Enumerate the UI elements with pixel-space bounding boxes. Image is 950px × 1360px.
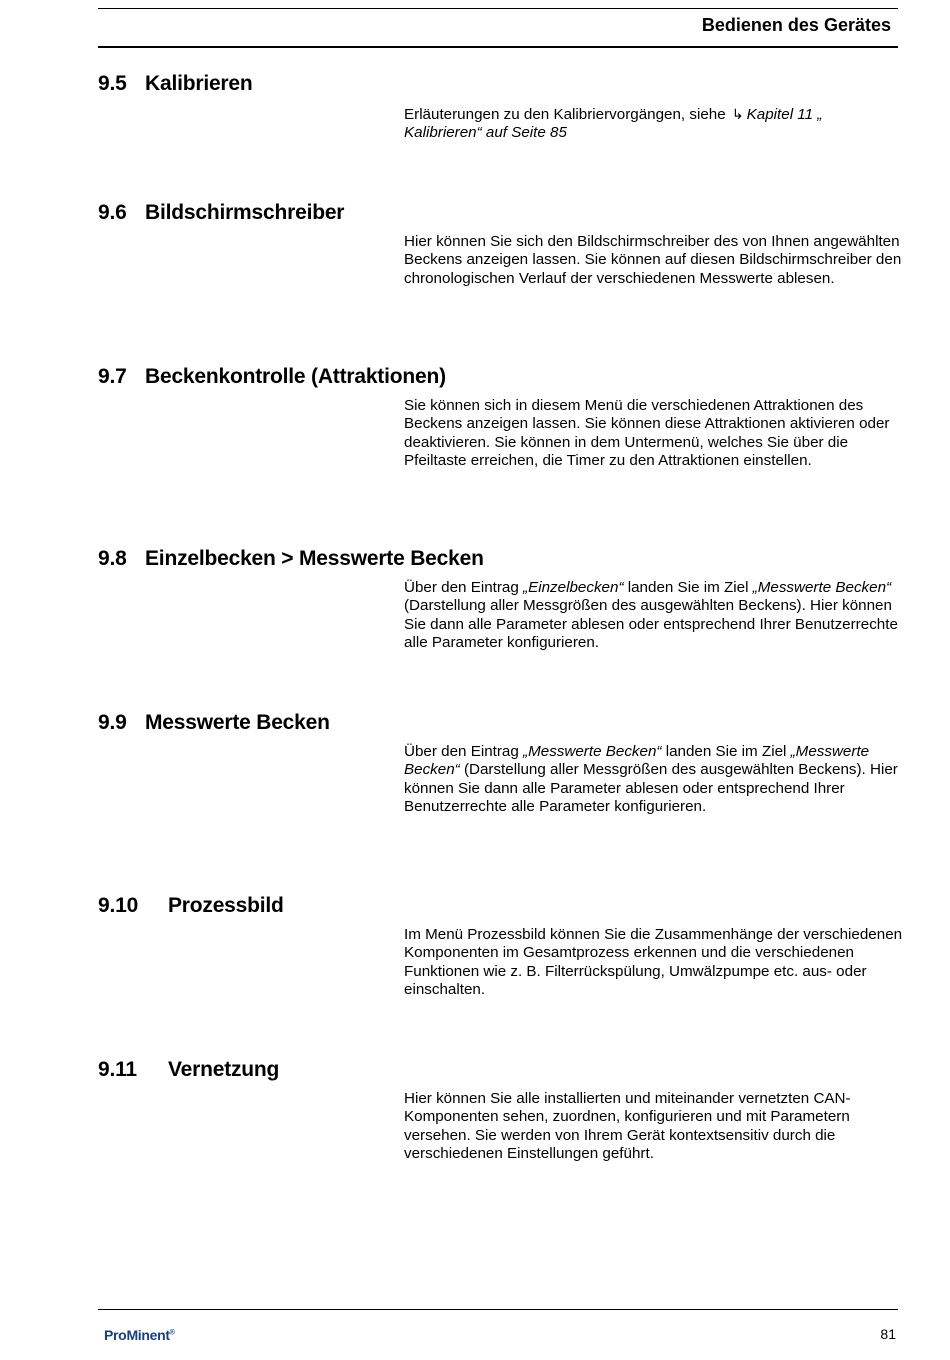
section-heading: [98, 201, 898, 225]
section-heading: [98, 711, 898, 735]
logo-text: ProMinent: [104, 1327, 170, 1343]
section-number: 9.10: [98, 894, 139, 917]
section-body: [404, 1090, 904, 1163]
body-text: Hier können Sie sich den Bildschirmschreiber des von Ihnen angewählten Beckens anzeigen lassen. Sie können auf diesen Bildschirmschreiber den chronologischen Verlauf der verschiedenen Messwerte ablesen.: [404, 233, 902, 287]
body-text: (Darstellung aller Messgrößen des ausgewählten Beckens). Hier können Sie dann alle Parameter ablesen oder entsprechend Ihrer Benutzerrechte alle Parameter konfigurieren.: [404, 597, 898, 651]
section-9-10: [98, 894, 903, 998]
menu-target-ref: „Messwerte Becken“: [404, 743, 870, 779]
section-title: Messwerte Becken: [145, 711, 330, 734]
page-number: 81: [880, 1326, 896, 1342]
section-heading: [98, 894, 898, 918]
section-9-6: [98, 201, 902, 287]
section-title: Kalibrieren: [145, 72, 253, 95]
section-title: Einzelbecken > Messwerte Becken: [145, 547, 484, 570]
body-text: Über den Eintrag: [404, 579, 524, 596]
section-number: 9.11: [98, 1058, 137, 1081]
reference-arrow-icon: ↳: [731, 106, 744, 122]
section-title: Bildschirmschreiber: [145, 201, 345, 224]
section-9-9: [98, 711, 898, 815]
section-9-7: [98, 365, 898, 469]
body-text: Hier können Sie alle installierten und miteinander vernetzten CAN-Komponenten sehen, zuordnen, konfigurieren und mit Parametern versehen. Sie werden von Ihrem Gerät kontextsensitiv durch die verschiedenen Einstellungen geführt.: [404, 1090, 851, 1162]
section-body: [404, 743, 904, 816]
section-9-8: [98, 547, 898, 651]
section-heading: [98, 365, 898, 389]
section-body: [404, 579, 904, 652]
body-text: Erläuterungen zu den Kalibriervorgängen, siehe: [404, 106, 730, 123]
prominent-logo: [104, 1327, 175, 1343]
section-title: Vernetzung: [168, 1058, 280, 1081]
body-text: (Darstellung aller Messgrößen des ausgewählten Beckens). Hier können Sie dann alle Parameter ablesen oder entsprechend Ihrer Benutzerrechte alle Parameter konfigurieren.: [404, 761, 898, 815]
body-text: Im Menü Prozessbild können Sie die Zusammenhänge der verschiedenen Komponenten im Gesamtprozess erkennen und die verschiedenen Funktionen wie z. B. Filterrückspülung, Umwälzpumpe etc. aus- oder einschalten.: [404, 926, 903, 998]
section-number: 9.8: [98, 547, 127, 570]
section-number: 9.6: [98, 201, 127, 224]
section-number: 9.5: [98, 72, 127, 95]
section-body: [404, 105, 904, 143]
header-rule-thick: [98, 46, 898, 48]
menu-target-ref: „Messwerte Becken“: [752, 579, 892, 596]
section-9-11: [98, 1058, 898, 1162]
body-text: landen Sie im Ziel: [623, 579, 753, 596]
section-heading: [98, 1058, 898, 1082]
footer-rule: [98, 1309, 898, 1310]
section-number: 9.7: [98, 365, 127, 388]
registered-mark: ®: [169, 1329, 175, 1337]
section-body: [404, 926, 904, 999]
menu-entry-ref: „Messwerte Becken“: [523, 743, 662, 760]
section-body: [404, 233, 904, 288]
header-rule-thin: [98, 8, 898, 9]
section-9-5: [98, 72, 898, 142]
section-body: [404, 397, 904, 470]
chapter-link[interactable]: Kapitel 11 „ Kalibrieren“ auf Seite 85: [404, 106, 823, 142]
section-title: Beckenkontrolle (Attraktionen): [145, 365, 446, 388]
running-header-title: Bedienen des Gerätes: [701, 15, 891, 35]
section-title: Prozessbild: [168, 894, 284, 917]
body-text: Sie können sich in diesem Menü die verschiedenen Attraktionen des Beckens anzeigen lassen. Sie können diese Attraktionen aktivieren oder deaktivieren. Sie können in dem Untermenü, welches Sie über die Pfeiltaste erreichen, die Timer zu den Attraktionen einstellen.: [404, 397, 890, 469]
menu-entry-ref: „Einzelbecken“: [523, 579, 624, 596]
section-heading: [98, 547, 898, 571]
body-text: Über den Eintrag: [404, 743, 524, 760]
section-number: 9.9: [98, 711, 127, 734]
section-heading: [98, 72, 898, 96]
body-text: landen Sie im Ziel: [661, 743, 791, 760]
